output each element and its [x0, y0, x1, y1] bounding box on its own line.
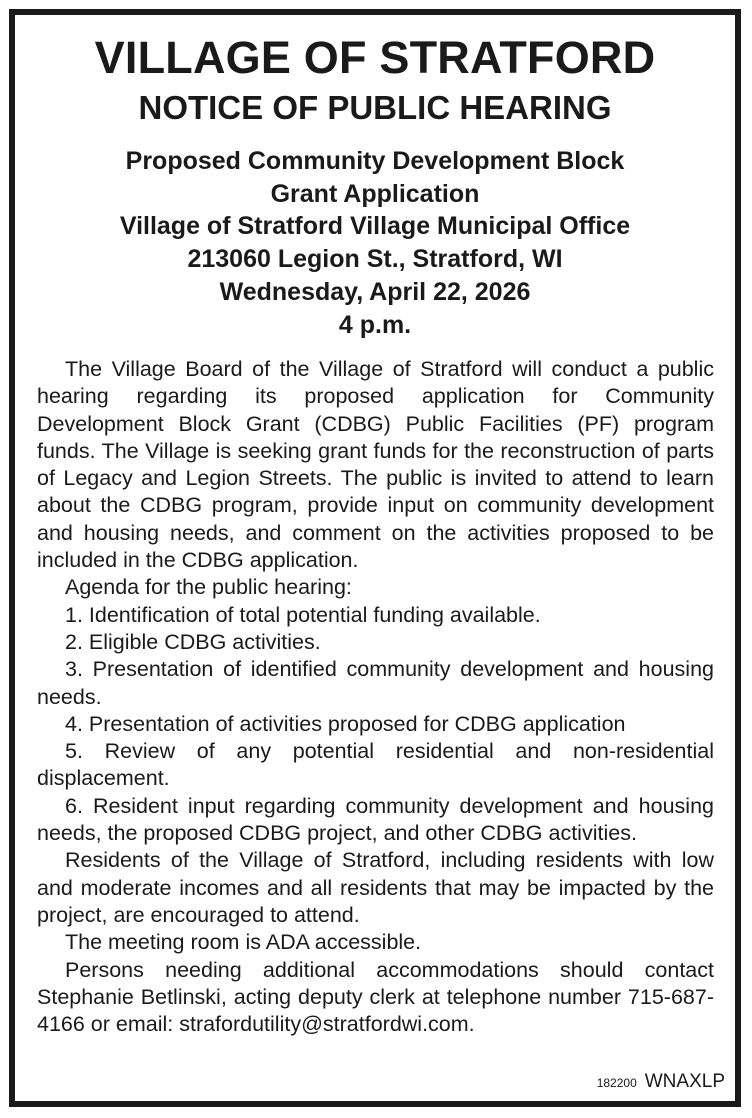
agenda-item: 3. Presentation of identified community development and housing needs. — [37, 657, 714, 709]
ad-number: 182200 — [596, 1076, 637, 1090]
agenda-item: 6. Resident input regarding community development and housing needs, the proposed CDBG project, and other CDBG activities. — [37, 793, 714, 846]
residents-paragraph: Residents of the Village of Stratford, including residents with low and moderate incomes and all residents that may be impacted by the project, are encouraged to attend. — [37, 848, 714, 927]
details-line-5: Wednesday, April 22, 2026 — [219, 277, 531, 306]
agenda-item: 5. Review of any potential residential and non-residential displacement. — [37, 739, 714, 791]
notice-title: VILLAGE OF STRATFORD — [94, 32, 656, 83]
details-line-2: Grant Application — [270, 179, 480, 208]
publication-code: WNAXLP — [644, 1071, 725, 1092]
notice-body — [37, 356, 714, 1038]
details-line-3: Village of Stratford Village Municipal Office — [119, 212, 631, 241]
notice-inner — [15, 15, 735, 1101]
hearing-details — [15, 145, 735, 341]
contact-paragraph: Persons needing additional accommodations should contact Stephanie Betlinski, acting deputy clerk at telephone number 715-687-4166 or email: strafordutility@stratfordwi.com. — [37, 957, 714, 1037]
details-line-6: 4 p.m. — [338, 310, 412, 339]
intro-paragraph: The Village Board of the Village of Stratford will conduct a public hearing regarding its proposed application for Community Development Block Grant (CDBG) Public Facilities (PF) program funds. The Village is seeking grant funds for the reconstruction of parts of Legacy and Legion Streets. The public is invited to attend to learn about the CDBG program, provide input on community development and housing needs, and comment on the activities proposed to be included in the CDBG application. — [37, 357, 714, 573]
agenda-item: 1. Identification of total potential funding available. — [65, 602, 541, 627]
details-line-1: Proposed Community Development Block — [125, 147, 625, 175]
ad-reference — [597, 1071, 725, 1094]
agenda-item: 4. Presentation of activities proposed for CDBG application — [65, 711, 626, 736]
agenda-item: 2. Eligible CDBG activities. — [65, 629, 321, 654]
agenda-heading: Agenda for the public hearing: — [65, 575, 352, 600]
notice-subtitle: NOTICE OF PUBLIC HEARING — [138, 89, 612, 126]
ada-paragraph: The meeting room is ADA accessible. — [65, 930, 422, 955]
details-line-4: 213060 Legion St., Stratford, WI — [187, 245, 563, 274]
public-notice — [9, 9, 741, 1107]
